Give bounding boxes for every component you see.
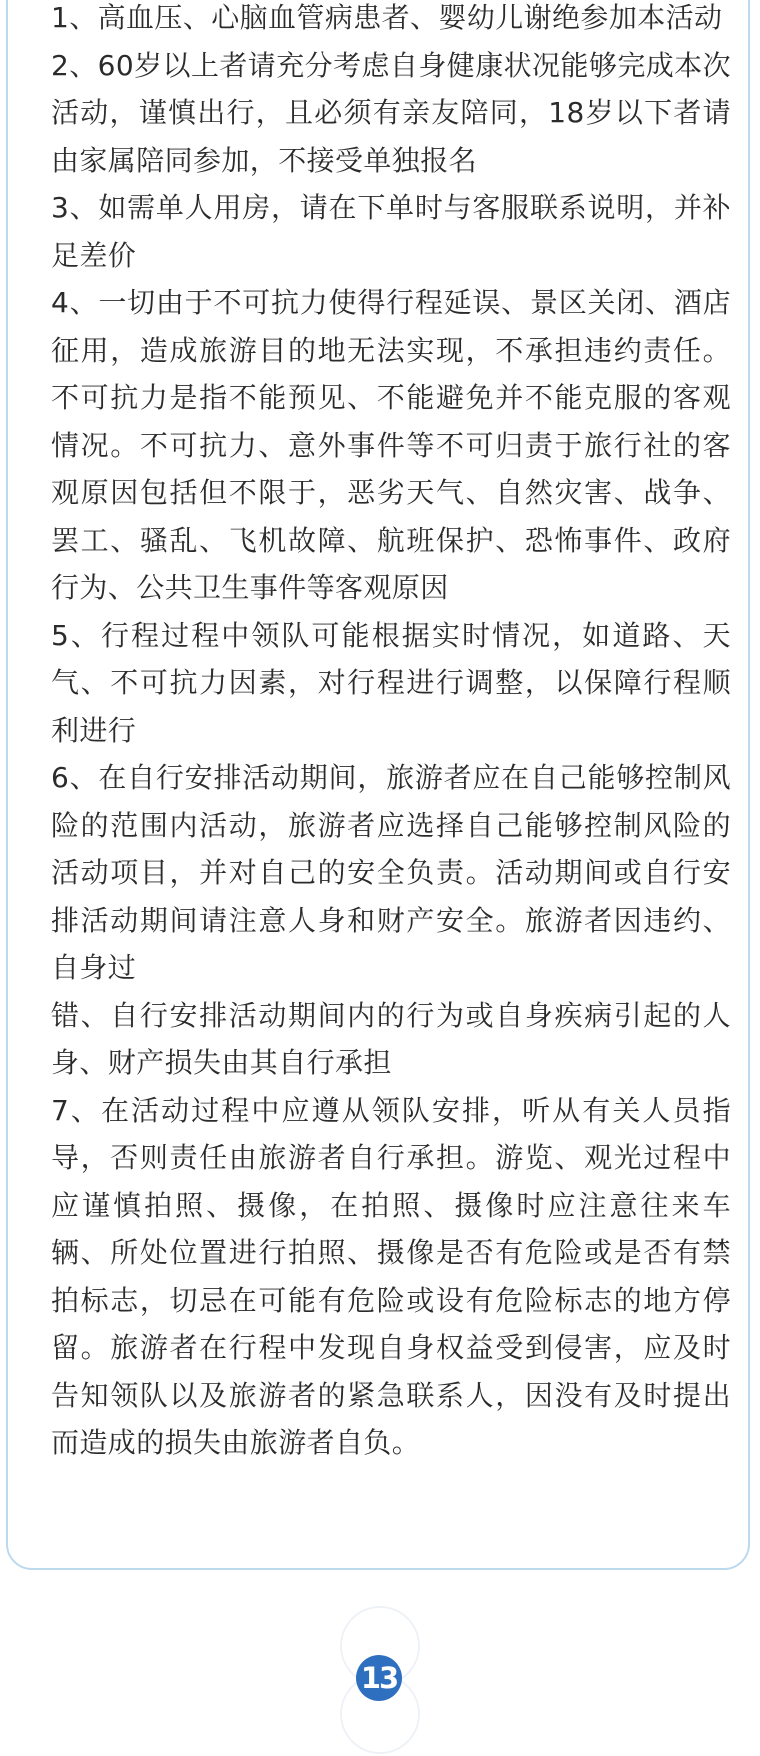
notice-item-6-continued: 错、自行安排活动期间内的行为或自身疾病引起的人身、财产损失由其自行承担 [51,998,731,1079]
notice-content [51,0,731,1467]
notice-item-3: 3、如需单人用房，请在下单时与客服联系说明，并补足差价 [51,191,731,272]
page-number: 13 [356,1655,402,1701]
notice-item-1: 1、高血压、心脑血管病患者、婴幼儿谢绝参加本活动 [51,1,723,34]
notice-card [6,0,750,1570]
notice-item-6: 6、在自行安排活动期间，旅游者应在自己能够控制风险的范围内活动，旅游者应选择自己能够控制风险的活动项目，并对自己的安全负责。活动期间或自行安排活动期间请注意人身和财产安全。旅游者因违约、自身过 [51,761,731,984]
notice-item-4: 4、一切由于不可抗力使得行程延误、景区关闭、酒店征用，造成旅游目的地无法实现，不承担违约责任。不可抗力是指不能预见、不能避免并不能克服的客观情况。不可抗力、意外事件等不可归责于旅行社的客观原因包括但不限于，恶劣天气、自然灾害、战争、罢工、骚乱、飞机故障、航班保护、恐怖事件、政府行为、公共卫生事件等客观原因 [51,286,731,604]
notice-item-5: 5、行程过程中领队可能根据实时情况，如道路、天气、不可抗力因素，对行程进行调整，以保障行程顺利进行 [51,618,731,747]
page-number-badge [340,1606,420,1756]
notice-item-7: 7、在活动过程中应遵从领队安排，听从有关人员指导，否则责任由旅游者自行承担。游览、观光过程中应谨慎拍照、摄像，在拍照、摄像时应注意往来车辆、所处位置进行拍照、摄像是否有危险或是否有禁拍标志，切忌在可能有危险或设有危险标志的地方停留。旅游者在行程中发现自身权益受到侵害，应及时告知领队以及旅游者的紧急联系人，因没有及时提出而造成的损失由旅游者自负。 [51,1093,731,1459]
notice-item-2: 2、60岁以上者请充分考虑自身健康状况能够完成本次活动，谨慎出行，且必须有亲友陪同，18岁以下者请由家属陪同参加，不接受单独报名 [51,48,731,177]
